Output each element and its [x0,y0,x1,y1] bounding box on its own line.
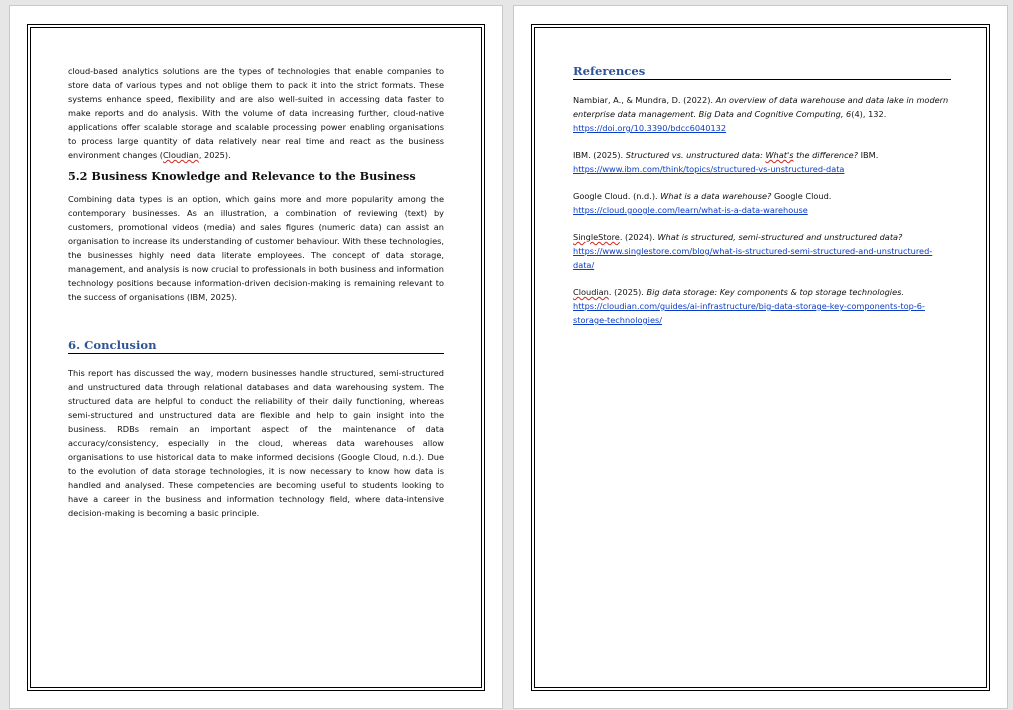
section-5-2-paragraph[interactable]: Combining data types is an option, which gains more and more popularity among the contemporary businesses. As an illustration, a combination of reviewing (text) by customers, promotional videos (media) and sales figures (numeric data) can assist an organisation to increase its understanding of customer behaviour. With these technologies, the businesses highly need data literate employees. The concept of data storage, management, and analysis is now crucial to professionals in both business and information technology positions because information-driven decision-making is remaining relevant to the success of organisations (IBM, 2025). [68,194,444,302]
reference-entry: SingleStore. (2024). What is structured, semi-structured and unstructured data? https://www.singlestore.com/blog/what-is-structured-semi-structured-and-unstructured-data/ [573,232,933,270]
reference-link[interactable]: https://www.ibm.com/think/topics/structured-vs-unstructured-data [573,164,845,174]
document-page-left [9,5,503,709]
document-page-right [513,5,1008,709]
reference-link[interactable]: https://www.singlestore.com/blog/what-is-structured-semi-structured-and-unstructured-data/ [573,246,933,270]
intro-paragraph[interactable]: cloud-based analytics solutions are the types of technologies that enable companies to store data of various types and not oblige them to pack it into the strict formats. These systems enhance speed, flexibility and are also well-suited in accessing data faster to make reports and do analysis. With the volume of data increasing further, cloud-native applications offer scalable storage and scalable processing power enabling organisations to process large quantity of data relatively near real time and react as the business environment changes (Cloudian, 2025). [68,66,444,160]
spellcheck-flagged-word[interactable]: Cloudian [162,150,199,160]
reference-link[interactable]: https://cloud.google.com/learn/what-is-a-data-warehouse [573,205,808,215]
section-heading-conclusion: 6. Conclusion [68,338,444,354]
section-heading-5-2: 5.2 Business Knowledge and Relevance to the Business [68,169,416,183]
reference-entry: IBM. (2025). Structured vs. unstructured data: What's the difference? IBM. https://www.ibm.com/think/topics/structured-vs-unstructured-data [573,150,879,174]
spellcheck-flagged-word[interactable]: SingleStore [573,232,620,242]
reference-entry: Google Cloud. (n.d.). What is a data warehouse? Google Cloud. https://cloud.google.com/learn/what-is-a-data-warehouse [573,191,832,215]
spellcheck-flagged-word[interactable]: What's [765,150,794,160]
reference-entry: Cloudian. (2025). Big data storage: Key components & top storage technologies. https://cloudian.com/guides/ai-infrastructure/big-data-storage-key-components-top-6-storage-technologies/ [573,287,925,325]
page-content [68,64,444,520]
reference-link[interactable]: https://cloudian.com/guides/ai-infrastructure/big-data-storage-key-components-top-6-storage-technologies/ [573,301,925,325]
page-content [573,64,951,340]
references-heading: References [573,64,951,80]
spellcheck-flagged-word[interactable]: Cloudian [573,287,609,297]
reference-link[interactable]: https://doi.org/10.3390/bdcc6040132 [573,123,727,133]
conclusion-paragraph[interactable]: This report has discussed the way, modern businesses handle structured, semi-structured and unstructured data through relational databases and data warehousing system. The structured data are helpful to conduct the reliability of their daily functioning, whereas semi-structured and unstructured data are flexible and help to gain insight into the business. RDBs remain an important aspect of the maintenance of data accuracy/consistency, especially in the cloud, whereas data warehouses allow organisations to use historical data to make informed decisions (Google Cloud, n.d.). Due to the evolution of data storage technologies, it is now necessary to know how data is handled and analysed. These competencies are becoming useful to students looking to have a career in the business and information technology field, where data-intensive decision-making is becoming a basic principle. [68,368,444,518]
reference-entry: Nambiar, A., & Mundra, D. (2022). An overview of data warehouse and data lake in modern enterprise data management. Big Data and Cognitive Computing, 6(4), 132. https://doi.org/10.3390/bdcc6040132 [573,95,949,133]
